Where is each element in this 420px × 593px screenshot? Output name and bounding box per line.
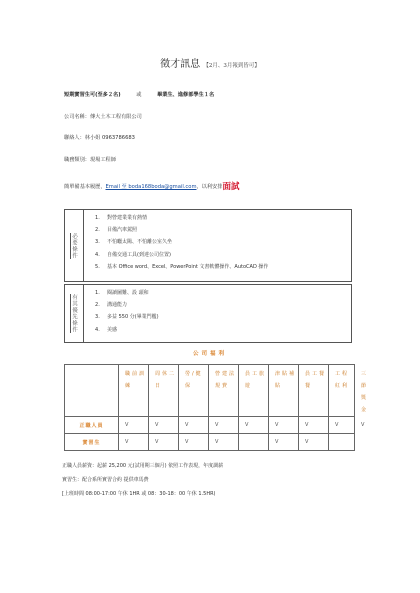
- welfare-mark: [239, 434, 269, 451]
- welfare-table: [64, 364, 369, 451]
- welfare-title: 公司福利: [192, 351, 227, 357]
- welfare-mark: V: [269, 417, 299, 434]
- requirement-item: 自備交通工具(到達公司位置): [107, 251, 171, 258]
- title-subtitle: 【2月、3月報到皆可】: [203, 63, 260, 69]
- apply-suffix: ，以利安排: [196, 184, 223, 190]
- requirements-box: [64, 209, 352, 282]
- bonus-label-cell: [65, 285, 84, 342]
- email-link[interactable]: Email 至 boda168boda@gmail.com: [105, 184, 197, 190]
- requirement-item: 目備汽車駕照: [107, 227, 138, 234]
- bonus-item: 美感: [107, 326, 118, 333]
- welfare-header-row: 職前訓練 周休二日 勞/健保 營建法規費 員工旅遊 津貼補貼 員工餐餐 工程紅利 三節獎金: [65, 365, 355, 417]
- welfare-header: 工程紅利: [329, 365, 355, 417]
- requirement-item: 對營建業業有熱情: [107, 215, 148, 221]
- page-title: [0, 55, 420, 70]
- welfare-row-label: 實習生: [65, 434, 119, 451]
- welfare-mark: V: [209, 417, 239, 434]
- welfare-mark: V: [179, 417, 209, 434]
- welfare-row-fulltime: 正職人員 V V V V V V V V V: [65, 417, 355, 434]
- apply-line: [64, 180, 239, 192]
- welfare-header: 周休二日: [149, 365, 179, 417]
- positions-or: 或: [136, 92, 142, 98]
- welfare-header: 員工餐餐: [299, 365, 329, 417]
- welfare-mark: V: [119, 417, 149, 434]
- title-main: 徵才訊息: [160, 59, 201, 70]
- contact-value: 林小姐 0963786683: [84, 135, 135, 141]
- positions-line: [64, 91, 214, 98]
- welfare-mark: V: [119, 434, 149, 451]
- company-line: [64, 113, 142, 120]
- bonus-list: [83, 285, 351, 338]
- welfare-mark: V: [179, 434, 209, 451]
- welfare-header: 員工旅遊: [239, 365, 269, 417]
- interview-emphasis: 面試: [222, 182, 240, 192]
- requirements-label: 必要條件: [71, 232, 77, 259]
- company-label: 公司名稱：: [64, 114, 90, 120]
- welfare-mark: [329, 434, 355, 451]
- welfare-mark: V: [239, 417, 269, 434]
- job-type-value: 現場工程師: [89, 157, 116, 163]
- note-hours: [上班時間 08:00-17:00 午休 1HR 或 08：30-18：00 午休 1.5HR): [62, 491, 216, 497]
- job-type-line: [64, 156, 116, 163]
- requirements-label-cell: [65, 210, 84, 281]
- welfare-header: 職前訓練: [119, 365, 149, 417]
- contact-line: [64, 134, 135, 141]
- welfare-mark: V: [149, 417, 179, 434]
- welfare-mark: V: [209, 434, 239, 451]
- positions-interns: 短期實習生可(至多２名): [64, 92, 121, 98]
- welfare-row-label: 正職人員: [65, 417, 119, 434]
- positions-graduates: 畢業生、進修部學生１名: [157, 92, 215, 98]
- welfare-mark: V: [329, 417, 355, 434]
- company-name: 傳大土木工程有限公司: [89, 114, 142, 120]
- note-salary: 正職人員薪資：起薪 25,200 元(試用期三個月) 依照工作表現，年度調薪: [62, 463, 224, 469]
- bonus-item: 閱讀圖難、設 頭和: [107, 290, 149, 296]
- bonus-item: 溝通能力: [107, 302, 128, 309]
- welfare-header: 勞/健保: [179, 365, 209, 417]
- requirement-item: 不怕曬太陽、不怕離公室久坐: [107, 239, 173, 246]
- bonus-box: [64, 284, 352, 343]
- welfare-header: 營建法規費: [209, 365, 239, 417]
- welfare-header: 津貼補貼: [269, 365, 299, 417]
- welfare-corner-cell: [65, 365, 119, 417]
- requirement-item: 基本 Office word、Excel、PowerPoint 文書軟體操作、AutoCAD 操作: [107, 263, 269, 270]
- note-intern: 實習生：配合系所實習合約 提供車馬費: [62, 477, 149, 483]
- welfare-mark: V: [269, 434, 299, 451]
- contact-label: 聯絡人：: [64, 135, 85, 141]
- welfare-mark: V: [299, 417, 329, 434]
- welfare-row-intern: [65, 434, 355, 451]
- welfare-mark: V: [149, 434, 179, 451]
- bonus-item: 多益 550 分(畢業門檻): [107, 314, 159, 321]
- job-type-label: 職務類別：: [64, 157, 90, 163]
- bonus-label: 有其優先條件: [71, 294, 77, 333]
- apply-prefix: 簡單備基本履歷，: [64, 184, 106, 190]
- welfare-mark: V: [299, 434, 329, 451]
- requirements-list: [83, 210, 351, 275]
